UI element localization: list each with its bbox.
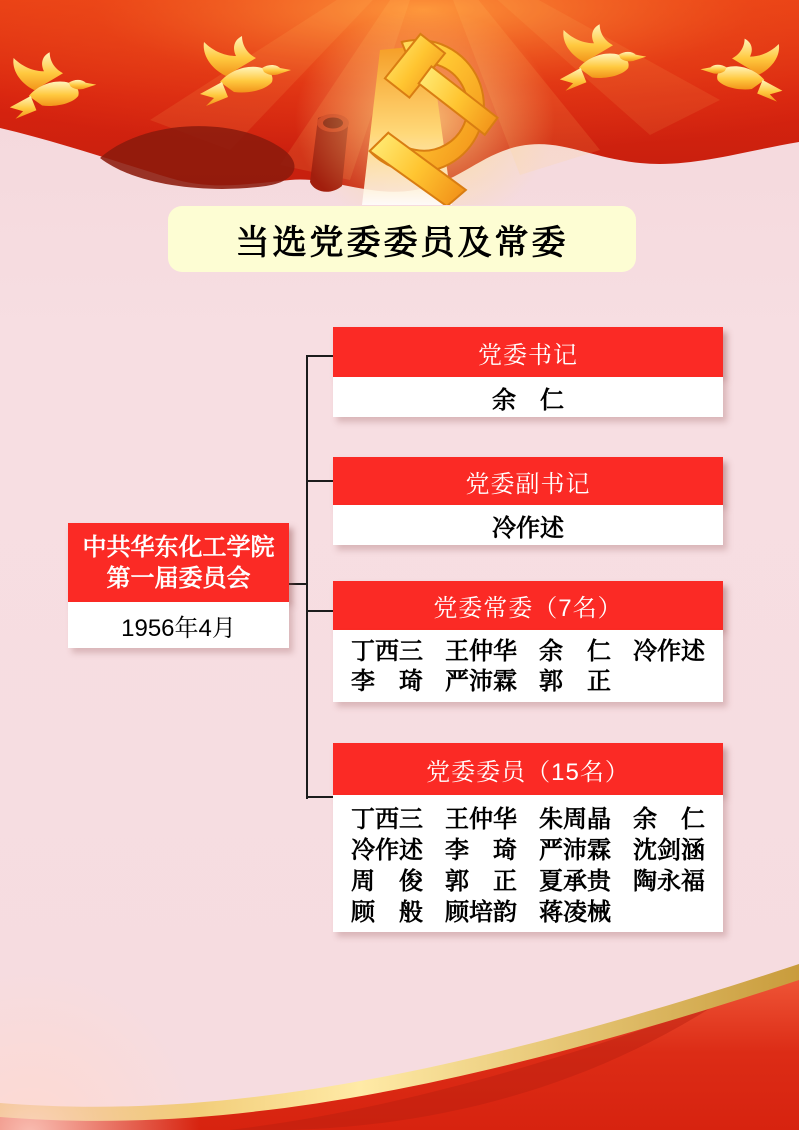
connector-branch-3 xyxy=(306,610,333,612)
connector-branch-4 xyxy=(306,796,333,798)
member-name: 余 仁 xyxy=(539,638,611,665)
root-name-line2: 第一届委员会 xyxy=(106,564,251,592)
member-name: 丁西三 xyxy=(351,638,423,665)
member-name: 严沛霖 xyxy=(539,837,611,864)
member-name: 周 俊 xyxy=(351,868,423,895)
member-row xyxy=(333,897,723,928)
page-title xyxy=(168,206,636,272)
member-name: 陶永福 xyxy=(633,868,705,895)
member-row xyxy=(333,637,723,667)
member-name: 李 琦 xyxy=(351,668,423,695)
section-header-standing-committee: 党委常委（7名） xyxy=(333,581,723,630)
member-name: 冷作述 xyxy=(351,837,423,864)
member-name: 冷作述 xyxy=(492,514,564,542)
section-body-standing-committee xyxy=(333,630,723,702)
member-name: 王仲华 xyxy=(445,806,517,833)
member-row xyxy=(333,667,723,697)
connector-branch-2 xyxy=(306,480,333,482)
member-name: 顾 般 xyxy=(351,899,423,926)
member-row xyxy=(333,804,723,835)
corner-fade xyxy=(0,965,200,1130)
connector-root xyxy=(289,583,306,585)
page-title-text: 当选党委委员及常委 xyxy=(235,223,569,262)
section-body-committee-members xyxy=(333,795,723,932)
section-header-secretary: 党委书记 xyxy=(333,327,723,377)
member-name: 郭 正 xyxy=(445,868,517,895)
member-name: 蒋凌械 xyxy=(539,899,611,926)
member-name: 夏承贵 xyxy=(539,868,611,895)
connector-trunk xyxy=(306,356,308,799)
bottom-ribbon xyxy=(0,940,799,1130)
member-row xyxy=(333,866,723,897)
member-name: 顾培韵 xyxy=(445,899,517,926)
member-row xyxy=(333,835,723,866)
member-name: 余 仁 xyxy=(492,386,564,414)
section-body-deputy-secretary xyxy=(333,505,723,545)
section-header-deputy-secretary: 党委副书记 xyxy=(333,457,723,505)
member-name: 王仲华 xyxy=(445,638,517,665)
root-name-line1: 中共华东化工学院 xyxy=(82,533,275,561)
member-name: 余 仁 xyxy=(633,806,705,833)
section-header-committee-members: 党委委员（15名） xyxy=(333,743,723,795)
section-body-secretary xyxy=(333,377,723,417)
member-name: 郭 正 xyxy=(539,668,611,695)
member-name: 丁西三 xyxy=(351,806,423,833)
member-name: 严沛霖 xyxy=(445,668,517,695)
member-name: 李 琦 xyxy=(445,837,517,864)
root-node-date: 1956年4月 xyxy=(68,602,289,648)
member-name: 冷作述 xyxy=(633,638,705,665)
connector-branch-1 xyxy=(306,355,333,357)
flag-banner xyxy=(0,0,799,205)
root-node-title xyxy=(68,523,289,602)
member-name: 沈剑涵 xyxy=(633,837,705,864)
member-name: 朱周晶 xyxy=(539,806,611,833)
